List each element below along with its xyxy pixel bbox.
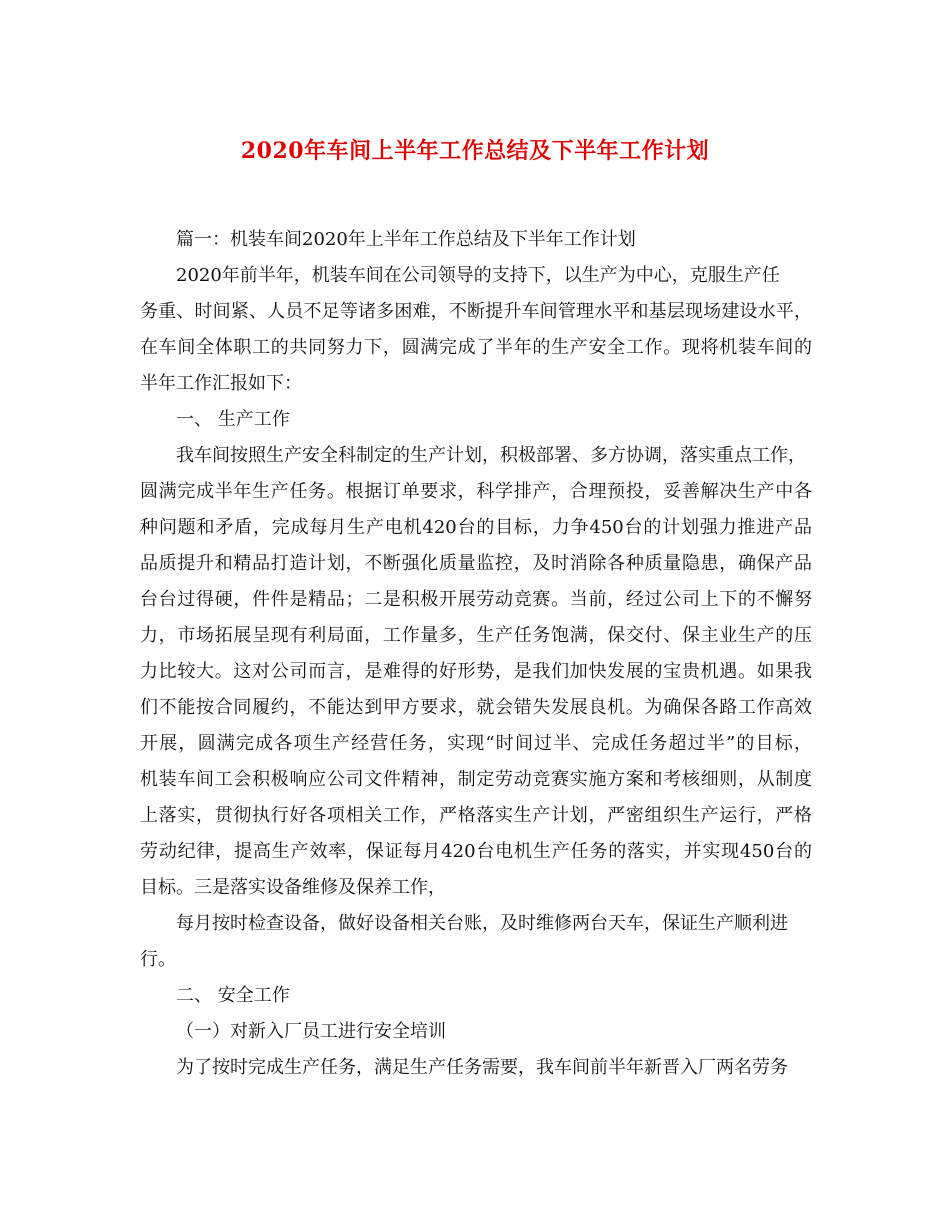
paragraph-line: 圆满完成半年生产任务。根据订单要求，科学排产，合理预投，妥善解决生产中各 <box>140 481 812 502</box>
paragraph-line: 开展，圆满完成各项生产经营任务，实现“时间过半、完成任务超过半”的目标， <box>140 733 812 754</box>
paragraph-line: 在车间全体职工的共同努力下，圆满完成了半年的生产安全工作。现将机装车间的 <box>140 337 812 358</box>
paragraph-line: 行。 <box>140 949 176 970</box>
paragraph-line: 们不能按合同履约，不能达到甲方要求，就会错失发展良机。为确保各路工作高效 <box>140 697 812 718</box>
paragraph-line: 种问题和矛盾，完成每月生产电机420台的目标，力争450台的计划强力推进产品 <box>140 517 812 538</box>
section-heading: 二、 安全工作 <box>176 985 290 1006</box>
document-title: 2020年车间上半年工作总结及下半年工作计划 <box>240 138 710 164</box>
paragraph-line: 上落实，贯彻执行好各项相关工作，严格落实生产计划，严密组织生产运行，严格 <box>140 805 812 826</box>
document-body <box>140 222 812 1086</box>
subsection-heading: （一）对新入厂员工进行安全培训 <box>176 1021 446 1042</box>
paragraph-line: 2020年前半年，机装车间在公司领导的支持下，以生产为中心，克服生产任 <box>176 265 780 286</box>
paragraph-line: 力比较大。这对公司而言，是难得的好形势，是我们加快发展的宝贵机遇。如果我 <box>140 661 812 682</box>
section-heading: 一、 生产工作 <box>176 409 290 430</box>
paragraph-line: 台台过得硬，件件是精品；二是积极开展劳动竞赛。当前，经过公司上下的不懈努 <box>140 589 812 610</box>
paragraph-line: 力，市场拓展呈现有利局面，工作量多，生产任务饱满，保交付、保主业生产的压 <box>140 625 812 646</box>
paragraph-line: 每月按时检查设备，做好设备相关台账，及时维修两台天车，保证生产顺利进 <box>176 913 788 934</box>
section-heading: 篇一：机装车间2020年上半年工作总结及下半年工作计划 <box>176 229 636 250</box>
paragraph-line: 我车间按照生产安全科制定的生产计划，积极部署、多方协调，落实重点工作， <box>176 445 806 466</box>
paragraph-line: 劳动纪律，提高生产效率，保证每月420台电机生产任务的落实，并实现450台的 <box>140 841 812 862</box>
paragraph-line: 机装车间工会积极响应公司文件精神，制定劳动竞赛实施方案和考核细则，从制度 <box>140 769 812 790</box>
paragraph-line: 务重、时间紧、人员不足等诸多困难，不断提升车间管理水平和基层现场建设水平， <box>140 301 812 322</box>
paragraph-line: 品质提升和精品打造计划，不断强化质量监控，及时消除各种质量隐患，确保产品 <box>140 553 812 574</box>
paragraph-line: 目标。三是落实设备维修及保养工作， <box>140 877 446 898</box>
paragraph-line: 半年工作汇报如下： <box>140 373 302 394</box>
paragraph-line: 为了按时完成生产任务，满足生产任务需要，我车间前半年新晋入厂两名劳务 <box>176 1057 788 1078</box>
